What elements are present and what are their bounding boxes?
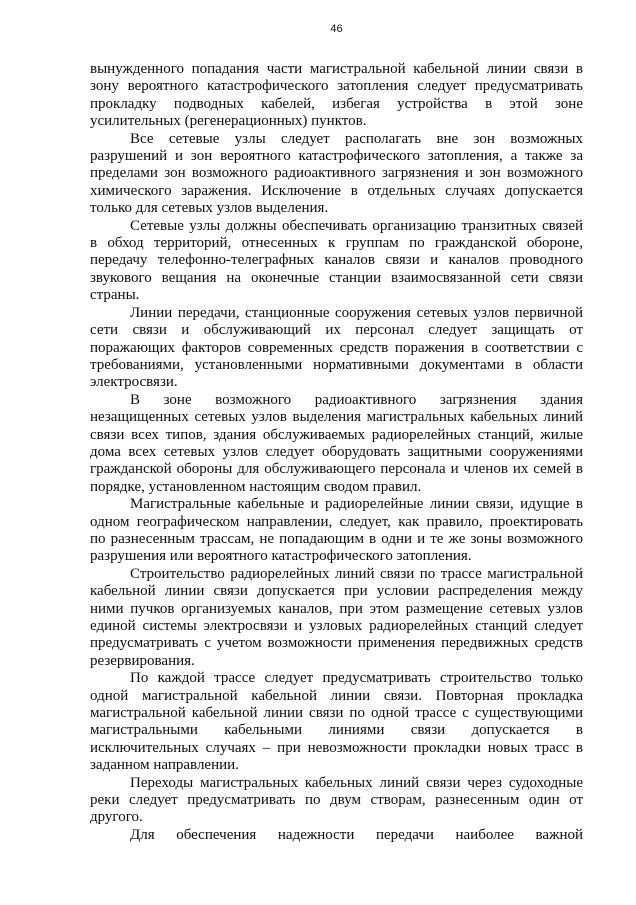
text-line: Строительство радиорелейных линий связи по трассе магистральной <box>130 565 583 582</box>
paragraph <box>90 496 583 566</box>
paragraph <box>90 392 583 496</box>
text-line: связи всех типов, здания обслуживаемых радиорелейных станций, жилые <box>90 426 583 443</box>
text-line: Магистральные кабельные и радиорелейные линии связи, идущие в <box>130 496 583 513</box>
text-line: вынужденного попадания части магистральной кабельной линии связи в <box>90 61 583 77</box>
paragraph <box>90 566 583 670</box>
text-line: страны. <box>90 287 140 304</box>
text-line: разрушения или вероятного катастрофического затопления. <box>90 548 472 565</box>
text-line: пределами зон возможного радиоактивного загрязнения и зон возможного <box>90 165 583 182</box>
text-line: Линии передачи, станционные сооружения сетевых узлов первичной <box>130 304 583 321</box>
paragraph <box>90 670 583 774</box>
text-line: другого. <box>90 809 143 826</box>
text-line: прокладку подводных кабелей, избегая устройства в этой зоне <box>90 95 583 112</box>
text-line: Сетевые узлы должны обеспечивать организацию транзитных связей <box>130 217 583 234</box>
text-line: поражающих факторов современных средств поражения в соответствии с <box>90 339 583 356</box>
text-line: требованиями, установленными нормативными документами в области <box>90 356 583 373</box>
text-line: электросвязи. <box>90 374 178 391</box>
paragraph <box>90 131 583 218</box>
text-line: единой системы электросвязи и узловых радиорелейных станций следует <box>90 618 583 634</box>
text-line: в обход территорий, отнесенных к группам по гражданской обороне, <box>90 235 583 252</box>
document-body <box>90 61 583 844</box>
text-line: магистральной кабельной линии связи по одной трассе с существующими <box>90 705 583 722</box>
text-line: кабельной линии связи допускается при условии распределения между <box>90 583 583 600</box>
paragraph <box>90 827 583 844</box>
paragraph <box>90 61 583 131</box>
text-line: резервирования. <box>90 652 195 669</box>
text-line: реки следует предусматривать по двум створам, разнесенным один от <box>90 792 583 809</box>
text-line: Переходы магистральных кабельных линий связи через судоходные <box>130 774 583 791</box>
text-line: гражданской обороны для обслуживающего персонала и членов их семей в <box>90 461 583 478</box>
text-line: звукового вещания на оконечные станции взаимосвязанной сети связи <box>90 269 583 286</box>
text-line: Для обеспечения надежности передачи наиболее важной <box>130 826 583 843</box>
text-line: дома всех сетевых узлов следует оборудовать защитными сооружениями <box>90 443 583 460</box>
text-line: усилительных (регенерационных) пунктов. <box>90 113 367 130</box>
text-line: порядке, установленном настоящим сводом правил. <box>90 478 422 495</box>
text-line: исключительных случаях – при невозможности прокладки новых трасс в <box>90 739 583 756</box>
text-line: химического заражения. Исключение в отдельных случаях допускается <box>90 182 583 199</box>
text-line: передачу телефонно-телеграфных каналов связи и каналов проводного <box>90 252 583 269</box>
text-line: по разнесенным трассам, не попадающим в одни и те же зоны возможного <box>90 530 583 547</box>
text-line: заданном направлении. <box>90 757 239 774</box>
text-line: В зоне возможного радиоактивного загрязнения здания <box>130 391 583 408</box>
paragraph <box>90 305 583 392</box>
page-number: 46 <box>330 23 343 35</box>
text-line: одной магистральной кабельной линии связи. Повторная прокладка <box>90 687 583 704</box>
text-line: незащищенных сетевых узлов выделения магистральных кабельных линий <box>90 409 583 426</box>
paragraph <box>90 218 583 305</box>
text-line: только для сетевых узлов выделения. <box>90 200 329 217</box>
text-line: предусматривать с учетом возможности применения передвижных средств <box>90 635 583 652</box>
text-line: зону вероятного катастрофического затопления следует предусматривать <box>90 78 583 95</box>
text-line: одном географическом направлении, следует, как правило, проектировать <box>90 513 583 530</box>
paragraph <box>90 775 583 827</box>
text-line: магистральными кабельными линиями связи допускается в <box>90 722 583 739</box>
text-line: разрушений и зон вероятного катастрофического затопления, а также за <box>90 148 583 165</box>
text-line: Все сетевые узлы следует располагать вне зон возможных <box>130 130 583 147</box>
text-line: По каждой трассе следует предусматривать строительство только <box>130 670 583 687</box>
text-line: ними пучков организуемых каналов, при этом размещение сетевых узлов <box>90 600 583 617</box>
text-line: сети связи и обслуживающий их персонал следует защищать от <box>90 322 583 339</box>
